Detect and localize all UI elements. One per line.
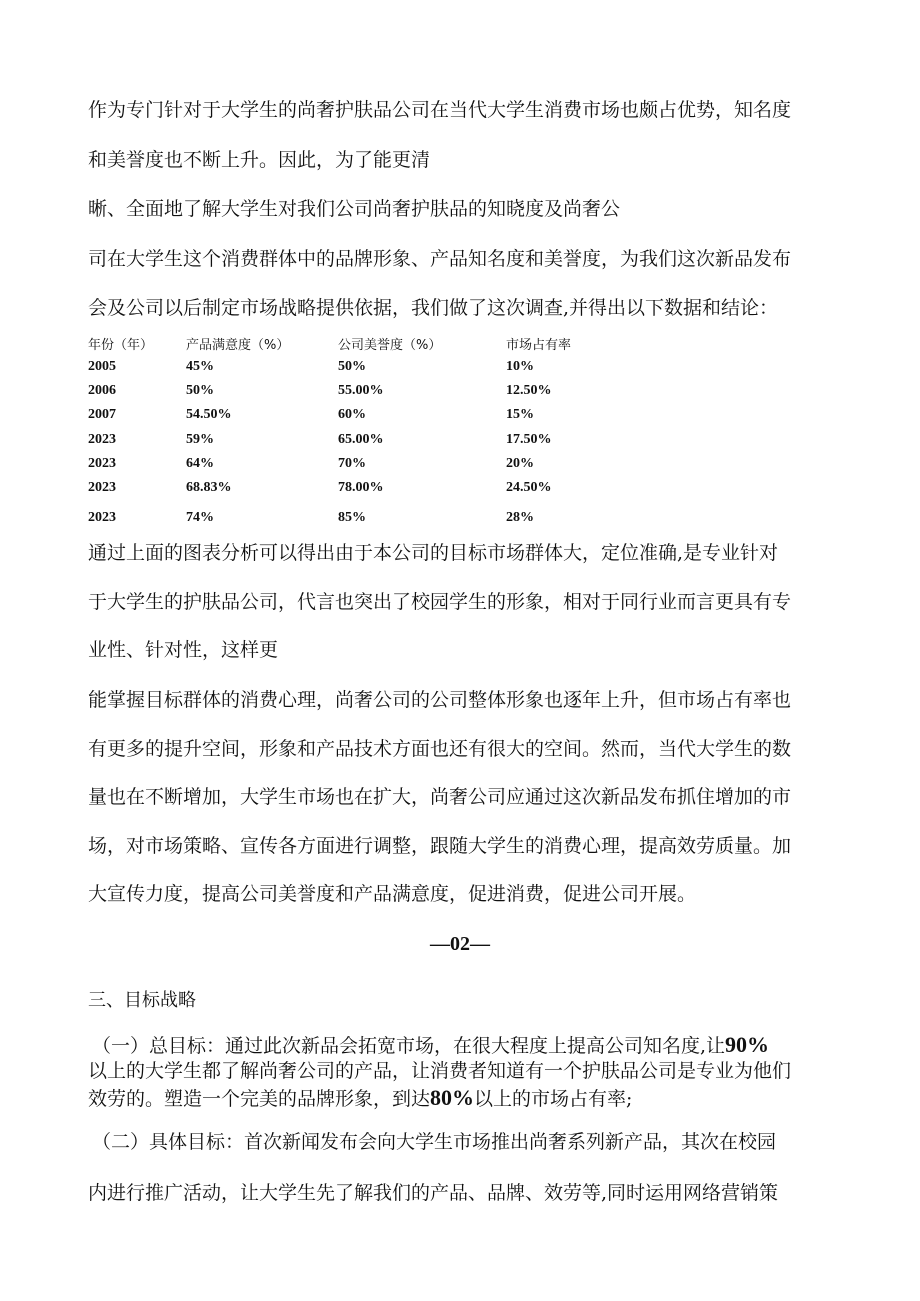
goal-total-line-3 xyxy=(88,1085,833,1112)
cell-year: 2005 xyxy=(88,359,116,375)
cell-product-satisfaction: 45% xyxy=(186,359,214,375)
cell-year: 2007 xyxy=(88,407,116,423)
header-year: 年份（年） xyxy=(88,337,154,353)
cell-year: 2006 xyxy=(88,383,116,399)
goal-specific-line-1: （二）具体目标：首次新闻发布会向大学生市场推出尚奢系列新产品，其次在校园 xyxy=(92,1131,777,1153)
header-market-share: 市场占有率 xyxy=(506,337,572,353)
goal-total-awareness-percent: 90% xyxy=(725,1032,770,1057)
page-number: —02— xyxy=(430,933,490,955)
cell-company-reputation: 78.00% xyxy=(338,480,384,496)
goal-total-line-1 xyxy=(92,1032,837,1059)
cell-product-satisfaction: 54.50% xyxy=(186,407,232,423)
cell-market-share: 17.50% xyxy=(506,431,552,447)
cell-company-reputation: 85% xyxy=(338,510,366,526)
cell-product-satisfaction: 68.83% xyxy=(186,480,232,496)
analysis-line-6: 量也在不断增加，大学生市场也在扩大，尚奢公司应通过这次新品发布抓住增加的市 xyxy=(88,786,792,808)
analysis-line-7: 场，对市场策略、宣传各方面进行调整，跟随大学生的消费心理，提高效劳质量。加 xyxy=(88,835,792,857)
cell-market-share: 15% xyxy=(506,407,534,423)
section-heading: 三、目标战略 xyxy=(88,990,196,1011)
cell-year: 2023 xyxy=(88,480,116,496)
table-row xyxy=(88,355,648,379)
goal-total-tail: 以上的市场占有率; xyxy=(474,1088,633,1110)
table-row xyxy=(88,452,648,476)
cell-company-reputation: 65.00% xyxy=(338,431,384,447)
analysis-line-8: 大宣传力度，提高公司美誉度和产品满意度，促进消费，促进公司开展。 xyxy=(88,883,697,905)
intro-line-2: 和美誉度也不断上升。因此，为了能更清 xyxy=(88,149,431,171)
table-row xyxy=(88,403,648,427)
intro-line-4: 司在大学生这个消费群体中的品牌形象、产品知名度和美誉度，为我们这次新品发布 xyxy=(88,248,792,270)
cell-market-share: 28% xyxy=(506,510,534,526)
table-row xyxy=(88,476,648,500)
cell-year: 2023 xyxy=(88,431,116,447)
table-header-row xyxy=(88,331,648,355)
cell-product-satisfaction: 59% xyxy=(186,431,214,447)
cell-year: 2023 xyxy=(88,510,116,526)
intro-line-5: 会及公司以后制定市场战略提供依据，我们做了这次调查,并得出以下数据和结论： xyxy=(88,297,779,319)
table-row xyxy=(88,500,648,533)
cell-company-reputation: 60% xyxy=(338,407,366,423)
cell-company-reputation: 55.00% xyxy=(338,383,384,399)
cell-company-reputation: 70% xyxy=(338,455,366,471)
cell-company-reputation: 50% xyxy=(338,359,366,375)
cell-market-share: 12.50% xyxy=(506,383,552,399)
analysis-line-3: 业性、针对性，这样更 xyxy=(88,639,279,661)
goal-total-line-2: 以上的大学生都了解尚奢公司的产品，让消费者知道有一个护肤品公司是专业为他们 xyxy=(88,1060,792,1082)
header-product-satisfaction: 产品满意度（%） xyxy=(186,337,290,353)
goal-total-text: （一）总目标：通过此次新品会拓宽市场，在很大程度上提高公司知名度,让 xyxy=(92,1035,726,1057)
table-row xyxy=(88,428,648,452)
cell-product-satisfaction: 74% xyxy=(186,510,214,526)
cell-market-share: 24.50% xyxy=(506,480,552,496)
survey-data-table xyxy=(88,331,648,533)
analysis-line-4: 能掌握目标群体的消费心理，尚奢公司的公司整体形象也逐年上升，但市场占有率也 xyxy=(88,689,792,711)
cell-market-share: 20% xyxy=(506,455,534,471)
cell-year: 2023 xyxy=(88,455,116,471)
intro-line-1: 作为专门针对于大学生的尚奢护肤品公司在当代大学生消费市场也颇占优势，知名度 xyxy=(88,99,792,121)
goal-specific-line-2: 内进行推广活动，让大学生先了解我们的产品、品牌、效劳等,同时运用网络营销策 xyxy=(88,1182,779,1204)
header-company-reputation: 公司美誉度（%） xyxy=(338,337,442,353)
table-row xyxy=(88,379,648,403)
analysis-line-2: 于大学生的护肤品公司，代言也突出了校园学生的形象，相对于同行业而言更具有专 xyxy=(88,591,792,613)
intro-line-3: 晰、全面地了解大学生对我们公司尚奢护肤品的知晓度及尚奢公 xyxy=(88,198,621,220)
cell-product-satisfaction: 50% xyxy=(186,383,214,399)
analysis-line-5: 有更多的提升空间，形象和产品技术方面也还有很大的空间。然而，当代大学生的数 xyxy=(88,738,792,760)
goal-total-share-percent: 80% xyxy=(430,1085,475,1110)
cell-market-share: 10% xyxy=(506,359,534,375)
cell-product-satisfaction: 64% xyxy=(186,455,214,471)
goal-total-text-2: 效劳的。塑造一个完美的品牌形象，到达 xyxy=(88,1088,431,1110)
analysis-line-1: 通过上面的图表分析可以得出由于本公司的目标市场群体大，定位准确,是专业针对 xyxy=(88,542,779,564)
